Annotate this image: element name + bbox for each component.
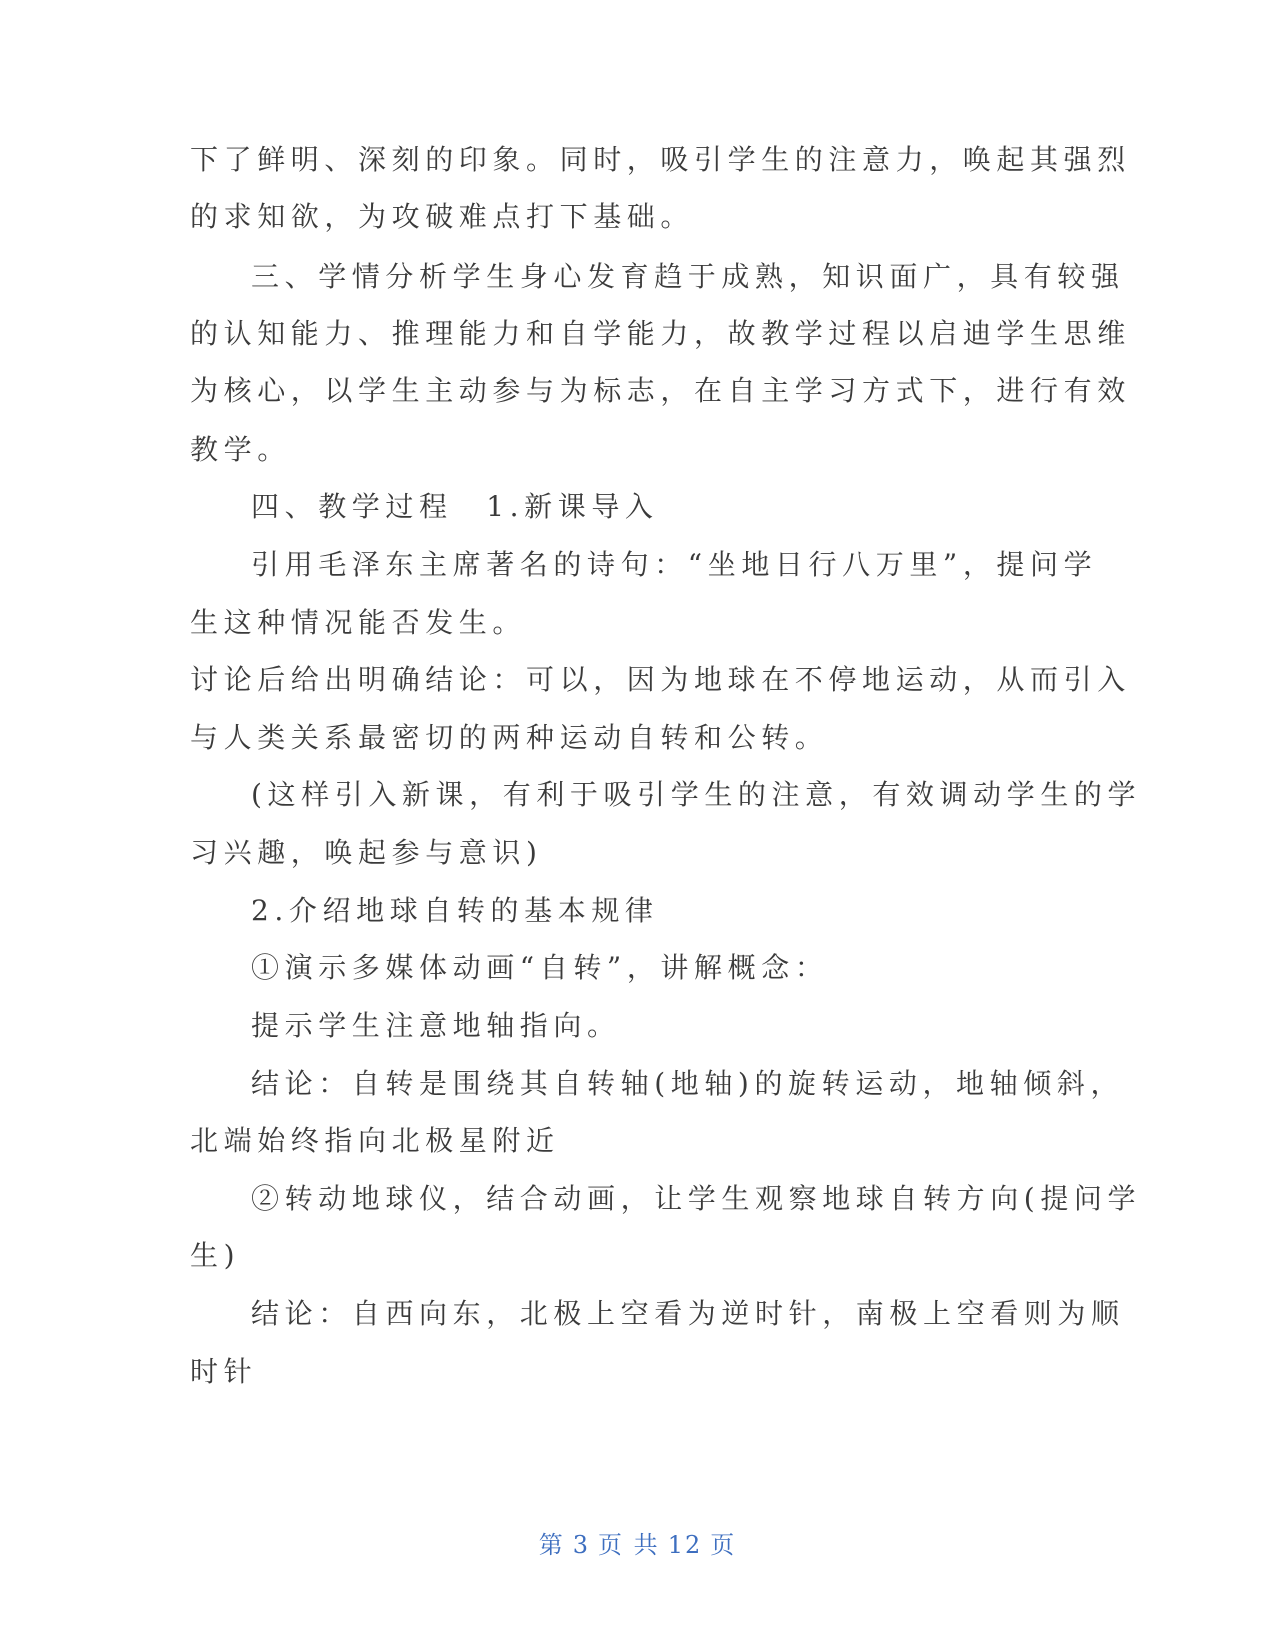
total-page-number: 12	[667, 1531, 703, 1559]
text-line: 为核心，以学生主动参与为标志，在自主学习方式下，进行有效	[190, 374, 1131, 407]
text-line: 的认知能力、推理能力和自学能力，故教学过程以启迪学生思维	[190, 317, 1131, 350]
text-line: 讨论后给出明确结论：可以，因为地球在不停地运动，从而引入	[190, 663, 1131, 696]
text-line: 北端始终指向北极星附近	[190, 1124, 560, 1157]
footer-middle: 页 共	[598, 1531, 660, 1559]
text-line: 的求知欲，为攻破难点打下基础。	[190, 200, 695, 233]
text-line: ①演示多媒体动画“自转”，讲解概念：	[251, 951, 829, 984]
text-line: ②转动地球仪，结合动画，让学生观察地球自转方向(提问学	[251, 1182, 1142, 1215]
text-line: 生这种情况能否发生。	[190, 606, 527, 639]
text-line: 生)	[190, 1239, 241, 1272]
text-line: 教学。	[190, 433, 291, 466]
text-line: 时针	[190, 1355, 258, 1388]
text-line: 与人类关系最密切的两种运动自转和公转。	[190, 721, 829, 754]
page-number-footer	[0, 1525, 1275, 1560]
footer-suffix: 页	[710, 1531, 737, 1559]
text-line: 结论：自转是围绕其自转轴(地轴)的旋转运动，地轴倾斜，	[251, 1067, 1125, 1100]
section-heading: 四、教学过程 1.新课导入	[251, 490, 659, 523]
current-page-number: 3	[572, 1531, 591, 1559]
text-line: 习兴趣，唤起参与意识)	[190, 836, 543, 869]
footer-prefix: 第	[538, 1531, 565, 1559]
text-line: 提示学生注意地轴指向。	[251, 1009, 621, 1042]
section-heading: 2.介绍地球自转的基本规律	[251, 894, 659, 927]
text-line: 结论：自西向东，北极上空看为逆时针，南极上空看则为顺	[251, 1297, 1125, 1330]
text-line: 三、学情分析学生身心发育趋于成熟，知识面广，具有较强	[251, 260, 1125, 293]
text-line: (这样引入新课，有利于吸引学生的注意，有效调动学生的学	[251, 778, 1142, 811]
text-line: 引用毛泽东主席著名的诗句：“坐地日行八万里”，提问学	[251, 548, 1098, 581]
text-line: 下了鲜明、深刻的印象。同时，吸引学生的注意力，唤起其强烈	[190, 143, 1131, 176]
